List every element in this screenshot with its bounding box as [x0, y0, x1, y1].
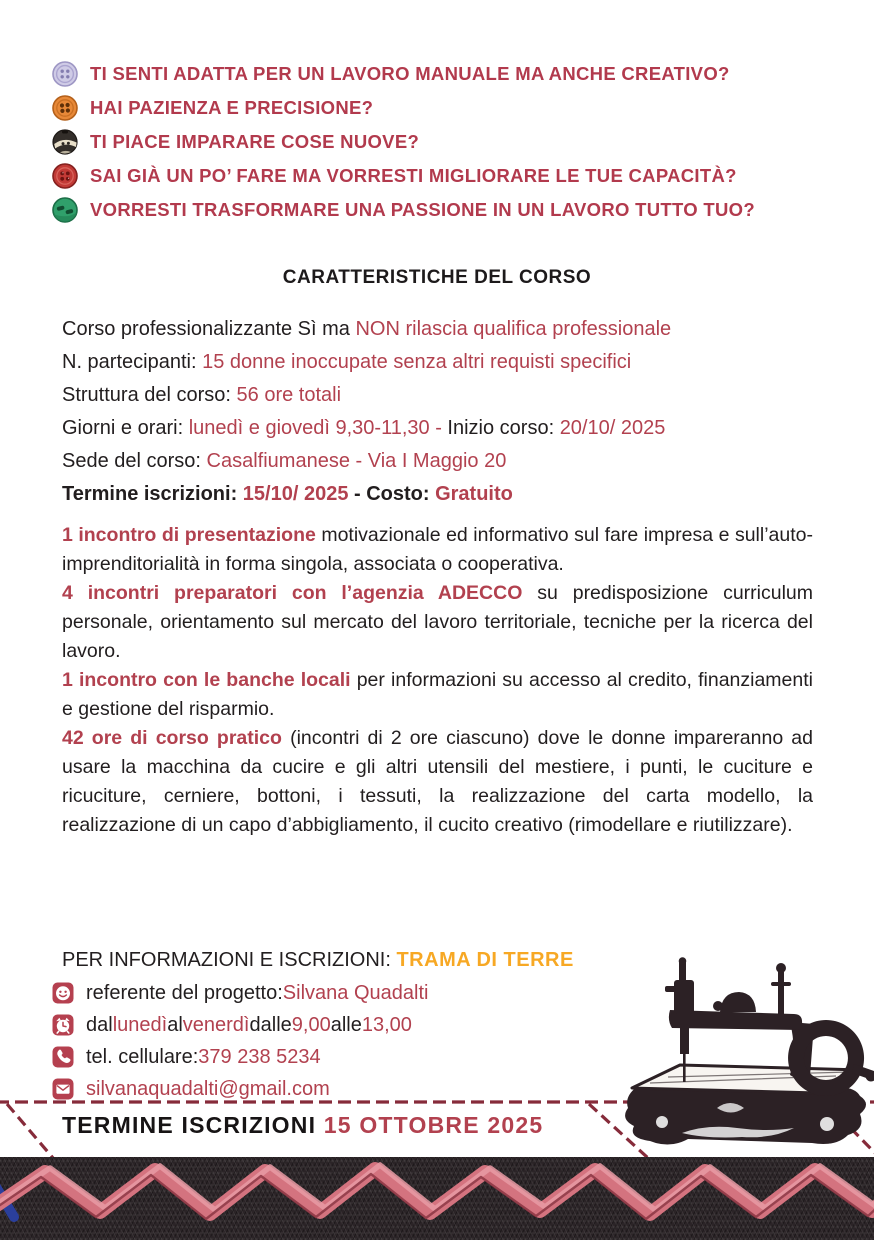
- detail-value: 15/10/ 2025: [242, 483, 349, 505]
- intro-question-text: TI SENTI ADATTA PER UN LAVORO MANUALE MA ANCHE CREATIVO?: [90, 63, 730, 84]
- detail-label: Struttura del corso:: [62, 384, 237, 406]
- paragraph: [62, 666, 813, 724]
- contact-block: [52, 944, 672, 1105]
- intro-question: [52, 125, 832, 159]
- detail-label: Termine iscrizioni:: [62, 483, 243, 505]
- detail-label: - Costo:: [348, 483, 436, 505]
- contact-value: lunedì: [112, 1013, 168, 1036]
- detail-label: N. partecipanti:: [62, 351, 203, 373]
- detail-row: [62, 346, 822, 379]
- detail-value: 15 donne inoccupate senza altri requisti specifici: [202, 351, 632, 373]
- smiley-icon: [52, 982, 74, 1004]
- embroidery-stitches: [0, 1157, 874, 1240]
- contact-header-label: PER INFORMAZIONI E ISCRIZIONI:: [62, 949, 397, 971]
- intro-question: [52, 91, 832, 125]
- detail-row: [62, 313, 822, 346]
- detail-value: Gratuito: [435, 483, 513, 505]
- phone-icon: [52, 1046, 74, 1068]
- contact-value: 13,00: [361, 1013, 412, 1036]
- paragraph-body: (incontri di 2 ore ciascuno) dove le donne impareranno ad usare la macchina da cucire e gli altri utensili del mestiere, i punti, le cuciture e ricuciture, cerniere, bottoni, i tessuti, la realizzazione del carta modello, la realizzazione di un capo d’abbigliamento, il cucito creativo (rimodellare e riutilizzare).: [62, 727, 813, 836]
- detail-label: Giorni e orari:: [62, 417, 189, 439]
- orange-button-icon: [52, 95, 78, 121]
- contact-label: dalle: [249, 1013, 292, 1036]
- paragraph: [62, 579, 813, 666]
- intro-question: [52, 193, 832, 227]
- detail-label: Sede del corso:: [62, 450, 207, 472]
- green-button-icon: [52, 197, 78, 223]
- intro-question-text: SAI GIÀ UN PO’ FARE MA VORRESTI MIGLIORARE LE TUE CAPACITÀ?: [90, 165, 737, 186]
- detail-value: 20/10/ 2025: [559, 417, 666, 439]
- red-button-icon: [52, 163, 78, 189]
- contact-label: al: [167, 1013, 183, 1036]
- intro-question-text: TI PIACE IMPARARE COSE NUOVE?: [90, 131, 420, 152]
- contact-header: [62, 944, 672, 977]
- lavender-button-icon: [52, 61, 78, 87]
- paragraph-lead: 42 ore di corso pratico: [62, 727, 282, 749]
- paragraph: [62, 724, 813, 840]
- deadline-banner: [62, 1112, 543, 1139]
- detail-value: 56 ore totali: [236, 384, 342, 406]
- detail-row: [62, 412, 822, 445]
- contact-label: tel. cellulare:: [86, 1045, 199, 1068]
- detail-label: Corso professionalizzante Sì ma: [62, 318, 356, 340]
- intro-question-text: HAI PAZIENZA E PRECISIONE?: [90, 97, 374, 118]
- contact-value: Silvana Quadalti: [282, 981, 429, 1004]
- contact-value: 9,00: [291, 1013, 331, 1036]
- deadline-label: TERMINE ISCRIZIONI: [62, 1112, 324, 1138]
- detail-row: [62, 445, 822, 478]
- section-title: CARATTERISTICHE DEL CORSO: [282, 267, 592, 288]
- detail-value: lunedì e giovedì 9,30-11,30 -: [188, 417, 448, 439]
- organization-name: TRAMA DI TERRE: [396, 949, 574, 971]
- detail-row-deadline: [62, 478, 822, 511]
- paragraph: [62, 521, 813, 579]
- contact-label: dal: [86, 1013, 113, 1036]
- contact-row-hours: [52, 1009, 672, 1041]
- course-details: [62, 313, 822, 511]
- detail-row: [62, 379, 822, 412]
- deadline-date: 15 OTTOBRE 2025: [323, 1112, 544, 1138]
- intro-question: [52, 57, 832, 91]
- paragraph-lead: 1 incontro con le banche locali: [62, 669, 351, 691]
- contact-value: venerdì: [182, 1013, 250, 1036]
- detail-value: NON rilascia qualifica professionale: [355, 318, 672, 340]
- paragraph-body: su predisposizione curriculum personale, orientamento sul mercato del lavoro territoriale, tecniche per la ricerca del lavoro.: [62, 582, 814, 662]
- alarm-clock-icon: [52, 1014, 74, 1036]
- paragraph-lead: 4 incontri preparatori con l’agenzia ADECCO: [62, 582, 523, 604]
- contact-value: 379 238 5234: [198, 1045, 321, 1068]
- detail-label: Inizio corso:: [447, 417, 560, 439]
- contact-email: silvanaquadalti@gmail.com: [86, 1077, 330, 1100]
- fabric-footer: [0, 1157, 874, 1240]
- intro-questions: [52, 57, 832, 227]
- contact-row-phone: [52, 1041, 672, 1073]
- paragraph-body: per informazioni su accesso al credito, finanziamenti e gestione del risparmio.: [62, 669, 813, 720]
- intro-question: [52, 159, 832, 193]
- intro-question-text: VORRESTI TRASFORMARE UNA PASSIONE IN UN LAVORO TUTTO TUO?: [90, 199, 755, 220]
- contact-row-referent: [52, 977, 672, 1009]
- course-description: [62, 521, 813, 840]
- paragraph-body: motivazionale ed informativo sul fare impresa e sull’auto-imprenditorialità in forma singola, associata o cooperativa.: [62, 524, 813, 575]
- sewing-machine-illustration: [622, 956, 874, 1158]
- detail-value: Casalfiumanese - Via I Maggio 20: [206, 450, 507, 472]
- paragraph-lead: 1 incontro di presentazione: [62, 524, 316, 546]
- contact-label: referente del progetto:: [86, 981, 283, 1004]
- black-button-icon: [52, 129, 78, 155]
- contact-label: alle: [330, 1013, 362, 1036]
